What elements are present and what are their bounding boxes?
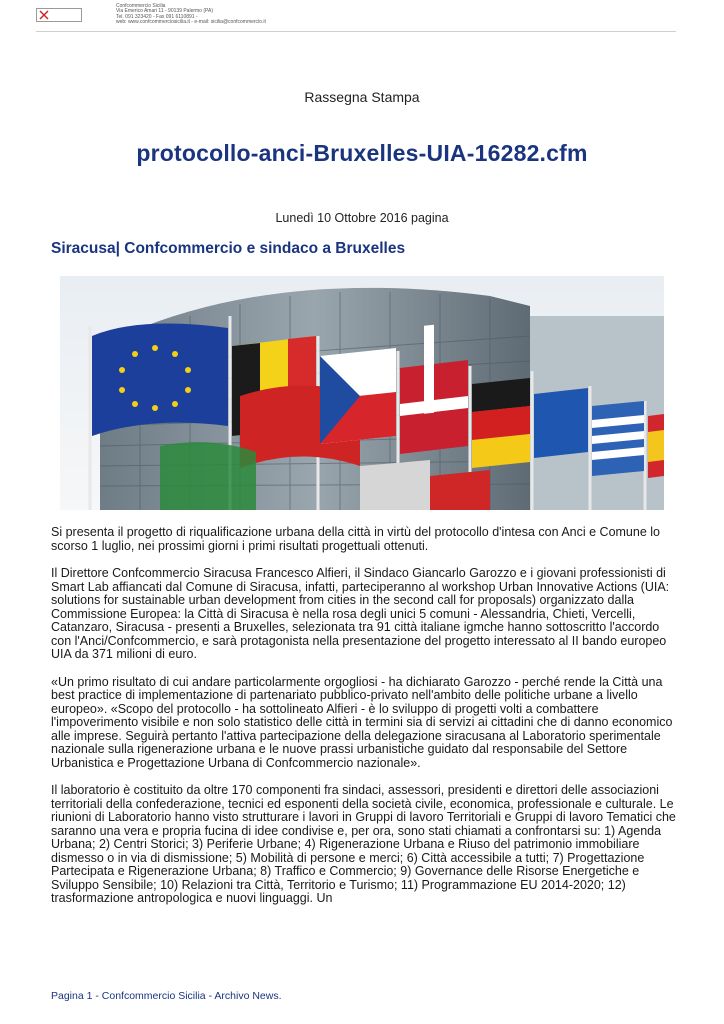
document-title: protocollo-anci-Bruxelles-UIA-16282.cfm (136, 140, 588, 166)
article-photo (60, 276, 664, 510)
header-contact-info (116, 4, 266, 26)
date-line: Lunedì 10 Ottobre 2016 pagina (275, 211, 449, 225)
page-footer: Pagina 1 - Confcommercio Sicilia - Archivo News. (51, 990, 282, 1002)
page-header (0, 0, 724, 30)
article-heading: Siracusa| Confcommercio e sindaco a Bruxelles (51, 240, 406, 257)
paragraph: «Un primo risultato di cui andare particolarmente orgogliosi - ha dichiarato Garozzo - perché rende la Città una best practice di implementazione di partenariato pubblico-privato nell'ambito delle politiche urbane a livello europeo». «Scopo del protocollo - ha sottolineato Alfieri - è lo sviluppo di progetti volti a combattere l'impoverimento visibile e non solo statistico delle città in termini sia di servizi ai cittadini che di danno economico alle imprese. Seguirà pertanto l'attiva partecipazione della delegazione siracusana al Laboratorio sperimentale nazionale sulla rigenerazione urbana e le nuove prassi urbanistiche guidato dal responsabile del Settore Urbanistica e Progettazione Urbana di Confcommercio nazionale». (51, 674, 673, 770)
org-web: web: www.confcommerciosicilia.it - e-mail: sicilia@confcommercio.it (116, 19, 266, 26)
paragraph: Il laboratorio è costituito da oltre 170 componenti fra sindaci, assessori, presidenti e direttori delle associazioni territoriali della confederazione, tecnici ed esponenti della società civile, economica, professionale e culturale. Le riunioni di Laboratorio hanno visto strutturare i lavori in Gruppi di lavoro Territoriali e Gruppi di lavoro Tematici che saranno una vera e propria fucina di idee condivise e, per ora, sono stati chiamati a confrontarsi su: 1) Agenda Urbana; 2) Centri Storici; 3) Periferie Urbane; 4) Rigenerazione Urbana e Riuso del patrimonio immobiliare dismesso o in via di dismissione; 5) Mobilità di persone e merci; 6) Città accessibile a tutti; 7) Progettazione Partecipata e Rigenerazione Urbana; 8) Traffico e Commercio; 9) Governance delle Risorse Energetiche e Sviluppo Sensibile; 10) Relazioni tra Città, Territorio e Turismo; 11) Programmazione EU 2014-2020; 12) trasformazione antropologica e nuovi linguaggi. Un (51, 783, 676, 905)
header-divider (36, 31, 676, 32)
paragraph: Si presenta il progetto di riqualificazione urbana della città in virtù del protocollo d'intesa con Anci e Comune lo scorso 1 luglio, nei prossimi giorni i primi risultati progettuali ottenuti. (51, 525, 660, 553)
section-kicker: Rassegna Stampa (304, 89, 420, 105)
broken-image-icon (36, 8, 82, 22)
org-phone: Tel. 091 323420 - Fax 091 6110891 - (116, 13, 198, 20)
paragraph: Il Direttore Confcommercio Siracusa Francesco Alfieri, il Sindaco Giancarlo Garozzo e i giovani professionisti di Smart Lab affiancati dal Comune di Siracusa, infatti, parteciperanno al workshop Urban Innovative Actions (UIA: solutions for sustainable urban development from cities in the second call for proposals) organizzato dalla Commissione Europea: la Città di Siracusa è nella rosa degli unici 5 comuni - Alessandria, Chieti, Vercelli, Catanzaro, Siracusa - presenti a Bruxelles, selezionata tra 91 città italiane igmche hanno sottoscritto l'accordo con l'Anci/Confcommercio, e sarà protagonista nella presentazione del progetto interessato al II bando europeo UIA da 371 milioni di euro. (51, 566, 670, 661)
org-name: Confcommercio Sicilia (116, 3, 166, 9)
article-body (51, 526, 677, 920)
org-address: Via Emerico Amari 11 - 90139 Palermo (PA) (116, 8, 213, 15)
